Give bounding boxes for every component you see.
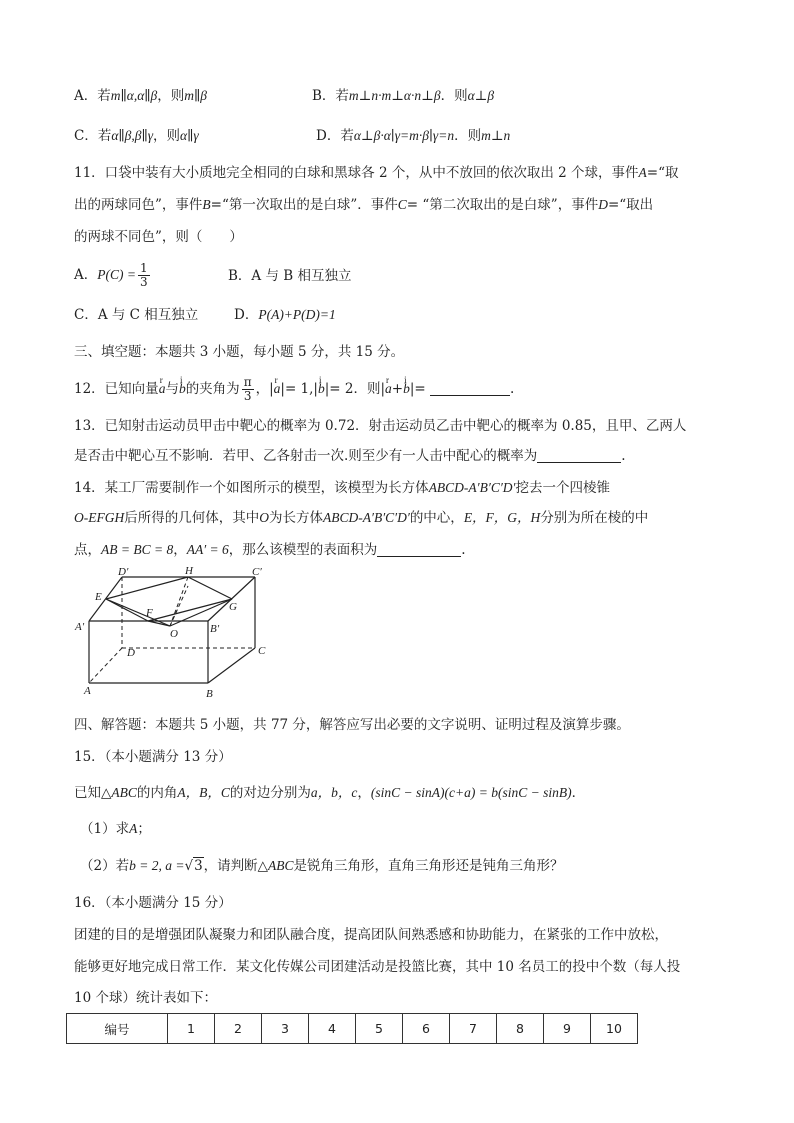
hidden-edge-ho: [170, 577, 188, 626]
q15-header: 15．（本小题满分 13 分）: [74, 749, 232, 765]
q11-stem-line1: 11．口袋中装有大小质地完全相同的白球和黑球各 2 个，从中不放回的依次取出 2 个球，事件A=“取: [74, 165, 679, 181]
table-cell: 6: [403, 1014, 450, 1044]
q15-part-2: （2）若b = 2, a =√3，请判断△ABC是锐角三角形，直角三角形还是钝角三角形？: [80, 858, 564, 874]
label-f: F: [146, 607, 153, 619]
label-g: G: [229, 601, 237, 613]
label-d1: D′: [118, 566, 129, 578]
q11-stem-line2: 出的两球同色”，事件B=“第一次取出的是白球”．事件C= “第二次取出的是白球”，事件D=“取出: [74, 197, 654, 213]
section-4-heading: 四、解答题：本题共 5 小题，共 77 分，解答应写出必要的文字说明、证明过程及演算步骤。: [74, 717, 630, 733]
q12-answer-blank[interactable]: [430, 381, 510, 396]
label-h: H: [185, 566, 193, 577]
label-o: O: [170, 628, 178, 640]
label-d: D: [127, 647, 135, 659]
q16-stem-line2: 能够更好地完成日常工作．某文化传媒公司团建活动是投篮比赛，其中 10 名员工的投中个数（每人投: [74, 959, 681, 975]
label-a1: A′: [75, 621, 85, 633]
q12-stem: 12．已知向量r a与i b的夹角为 $\frac{\pi}{3}$ ，|r a|= 1,|i b|= 2．则|r a+i b|= .: [74, 376, 514, 403]
q14-stem-line1: 14．某工厂需要制作一个如图所示的模型，该模型为长方体ABCD-A′B′C′D′挖去一个四棱锥: [74, 480, 610, 496]
q16-header: 16．（本小题满分 15 分）: [74, 895, 232, 911]
q10-option-b: B．若m⊥n·m⊥α·n⊥β．则α⊥β: [312, 88, 495, 104]
q10-option-d: D．若α⊥β·α∣γ=m·β∣γ=n．则m⊥n: [316, 128, 511, 144]
q11-option-d: D．P(A)+P(D)=1: [234, 307, 336, 323]
q14-stem-line2: O-EFGH后所得的几何体，其中O为长方体ABCD-A′B′C′D′的中心，E，F，G，H分别为所在棱的中: [74, 510, 649, 526]
cuboid-pyramid-figure: [70, 566, 270, 701]
table-cell: 1: [168, 1014, 215, 1044]
q16-stem-line1: 团建的目的是增强团队凝聚力和团队融合度，提高团队间熟悉感和协助能力，在紧张的工作中放松，: [74, 927, 668, 943]
table-cell: 9: [544, 1014, 591, 1044]
q16-stem-line3: 10 个球）统计表如下：: [74, 990, 217, 1006]
label-b1: B′: [210, 623, 220, 635]
table-cell: 2: [215, 1014, 262, 1044]
q15-stem: 已知△ABC的内角A，B，C的对边分别为a，b，c，(sinC − sinA)(c+a) = b(sinC − sinB)．: [74, 785, 586, 801]
q10-option-a: A．若m∥α,α∥β，则m∥β: [74, 88, 207, 104]
section-3-heading: 三、填空题：本题共 3 小题，每小题 5 分，共 15 分。: [74, 344, 405, 360]
hidden-edge-da: [89, 648, 122, 683]
q11-option-c: C．A 与 C 相互独立: [74, 307, 199, 323]
stats-table: [66, 1013, 638, 1044]
label-b: B: [206, 688, 213, 700]
edge-d1a1: [89, 577, 122, 621]
edge-eh: [106, 577, 188, 599]
table-header-cell: 编号: [67, 1014, 168, 1044]
label-e: E: [95, 591, 102, 603]
q11-stem-line3: 的两球不同色”，则（ ）: [74, 229, 243, 245]
q14-answer-blank[interactable]: [377, 542, 461, 557]
label-a: A: [84, 685, 91, 697]
label-c1: C′: [252, 566, 262, 578]
q14-stem-line3: 点，AB = BC = 8，AA′ = 6，那么该模型的表面积为 .: [74, 542, 466, 558]
edge-cb: [208, 648, 255, 683]
table-cell: 5: [356, 1014, 403, 1044]
table-cell: 3: [262, 1014, 309, 1044]
q13-stem-line1: 13．已知射击运动员甲击中靶心的概率为 0.72．射击运动员乙击中靶心的概率为 0.85，且甲、乙两人: [74, 418, 687, 434]
q13-stem-line2: 是否击中靶心互不影响．若甲、乙各射击一次.则至少有一人击中配心的概率为 .: [74, 448, 626, 464]
label-c: C: [258, 645, 266, 657]
edge-eo: [106, 599, 170, 626]
q15-part-1: （1）求A；: [80, 821, 151, 837]
table-cell: 7: [450, 1014, 497, 1044]
q11-option-a: A．P(C) = $\frac{1}{3}$: [74, 261, 148, 289]
q10-option-c: C．若α∥β,β∥γ，则α∥γ: [74, 128, 199, 144]
edge-hg: [188, 577, 232, 599]
table-row: [67, 1014, 638, 1044]
q11-option-b: B．A 与 B 相互独立: [228, 268, 352, 284]
q13-answer-blank[interactable]: [537, 448, 621, 463]
table-cell: 10: [591, 1014, 638, 1044]
table-cell: 4: [309, 1014, 356, 1044]
table-cell: 8: [497, 1014, 544, 1044]
